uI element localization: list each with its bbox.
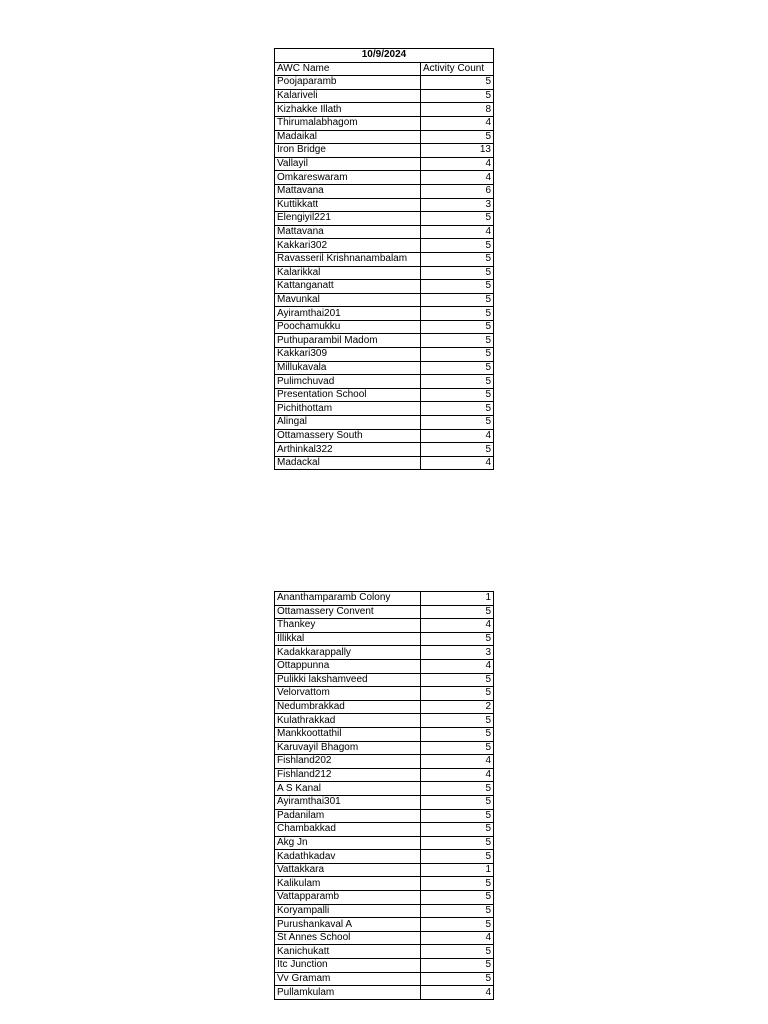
date-row — [275, 49, 494, 63]
awc-name-cell: Koryampalli — [275, 904, 421, 918]
activity-count-cell: 5 — [421, 320, 494, 334]
activity-count-cell: 1 — [421, 863, 494, 877]
table-row — [275, 632, 494, 646]
activity-count-cell: 4 — [421, 768, 494, 782]
activity-count-cell: 4 — [421, 157, 494, 171]
awc-name-cell: Madackal — [275, 456, 421, 470]
awc-name-cell: Kadathkadav — [275, 850, 421, 864]
awc-name-cell: Ayiramthai201 — [275, 307, 421, 321]
table-row — [275, 171, 494, 185]
awc-name-cell: Pullamkulam — [275, 986, 421, 1000]
activity-count-cell: 5 — [421, 130, 494, 144]
table-row — [275, 76, 494, 90]
awc-name-cell: Mankkoottathil — [275, 727, 421, 741]
awc-name-cell: Kanichukatt — [275, 945, 421, 959]
table-row — [275, 375, 494, 389]
table-row — [275, 388, 494, 402]
table-row — [275, 673, 494, 687]
table-row — [275, 103, 494, 117]
table-row — [275, 768, 494, 782]
activity-count-cell: 5 — [421, 972, 494, 986]
activity-count-cell: 5 — [421, 375, 494, 389]
table-row — [275, 225, 494, 239]
activity-count-cell: 5 — [421, 334, 494, 348]
table-row — [275, 877, 494, 891]
awc-name-cell: Kadakkarappally — [275, 646, 421, 660]
activity-table-top — [274, 48, 494, 470]
table-row — [275, 266, 494, 280]
awc-name-cell: Alingal — [275, 416, 421, 430]
awc-name-cell: Kalarikkal — [275, 266, 421, 280]
table-row — [275, 646, 494, 660]
awc-name-cell: Puthuparambil Madom — [275, 334, 421, 348]
awc-name-cell: Elengiyil221 — [275, 212, 421, 226]
table-row — [275, 456, 494, 470]
activity-count-cell: 5 — [421, 239, 494, 253]
awc-name-cell: Ananthamparamb Colony — [275, 592, 421, 606]
activity-count-cell: 4 — [421, 986, 494, 1000]
activity-count-cell: 5 — [421, 632, 494, 646]
awc-name-cell: Poojaparamb — [275, 76, 421, 90]
awc-name-cell: Iron Bridge — [275, 144, 421, 158]
awc-name-cell: Pulimchuvad — [275, 375, 421, 389]
bottom-table-body — [275, 592, 494, 1000]
awc-name-cell: Arthinkal322 — [275, 443, 421, 457]
table-row — [275, 700, 494, 714]
awc-name-cell: Pulikki lakshamveed — [275, 673, 421, 687]
activity-count-cell: 5 — [421, 918, 494, 932]
awc-name-cell: Kalikulam — [275, 877, 421, 891]
table-row — [275, 823, 494, 837]
awc-name-cell: Nedumbrakkad — [275, 700, 421, 714]
awc-name-cell: Ayiramthai301 — [275, 795, 421, 809]
activity-count-cell: 5 — [421, 388, 494, 402]
table-row — [275, 89, 494, 103]
activity-count-cell: 5 — [421, 416, 494, 430]
table-row — [275, 184, 494, 198]
awc-name-cell: Millukavala — [275, 361, 421, 375]
table-row — [275, 116, 494, 130]
date-header: 10/9/2024 — [275, 49, 494, 63]
table-row — [275, 252, 494, 266]
awc-name-cell: Madaikal — [275, 130, 421, 144]
table-row — [275, 850, 494, 864]
awc-name-cell: Fishland212 — [275, 768, 421, 782]
table-row — [275, 809, 494, 823]
activity-count-cell: 5 — [421, 687, 494, 701]
activity-count-cell: 5 — [421, 741, 494, 755]
table-row — [275, 348, 494, 362]
activity-count-cell: 3 — [421, 646, 494, 660]
awc-name-cell: Ottamassery South — [275, 429, 421, 443]
table-row — [275, 280, 494, 294]
awc-name-cell: Thankey — [275, 619, 421, 633]
activity-count-header: Activity Count — [421, 62, 494, 76]
awc-name-cell: Ottamassery Convent — [275, 605, 421, 619]
activity-count-cell: 5 — [421, 850, 494, 864]
activity-count-cell: 5 — [421, 795, 494, 809]
awc-name-cell: Vallayil — [275, 157, 421, 171]
activity-count-cell: 5 — [421, 727, 494, 741]
table-row — [275, 157, 494, 171]
table-row — [275, 782, 494, 796]
activity-count-cell: 5 — [421, 212, 494, 226]
awc-name-cell: Kakkari309 — [275, 348, 421, 362]
activity-count-cell: 4 — [421, 456, 494, 470]
activity-count-cell: 4 — [421, 171, 494, 185]
awc-name-header: AWC Name — [275, 62, 421, 76]
table-row — [275, 687, 494, 701]
activity-count-cell: 8 — [421, 103, 494, 117]
activity-count-cell: 5 — [421, 904, 494, 918]
awc-name-cell: Purushankaval A — [275, 918, 421, 932]
activity-count-cell: 5 — [421, 307, 494, 321]
activity-count-cell: 5 — [421, 836, 494, 850]
table-row — [275, 727, 494, 741]
awc-name-cell: Itc Junction — [275, 959, 421, 973]
table-row — [275, 443, 494, 457]
activity-count-cell: 5 — [421, 891, 494, 905]
activity-table-bottom — [274, 591, 494, 1000]
table-row — [275, 429, 494, 443]
column-header-row — [275, 62, 494, 76]
activity-count-cell: 4 — [421, 225, 494, 239]
awc-name-cell: Vv Gramam — [275, 972, 421, 986]
activity-count-cell: 5 — [421, 959, 494, 973]
table-row — [275, 918, 494, 932]
table-row — [275, 904, 494, 918]
awc-name-cell: A S Kanal — [275, 782, 421, 796]
table-row — [275, 863, 494, 877]
table-row — [275, 239, 494, 253]
table-row — [275, 795, 494, 809]
awc-name-cell: Akg Jn — [275, 836, 421, 850]
table-row — [275, 293, 494, 307]
activity-count-cell: 5 — [421, 877, 494, 891]
awc-name-cell: Vattakkara — [275, 863, 421, 877]
awc-name-cell: Presentation School — [275, 388, 421, 402]
activity-count-cell: 5 — [421, 605, 494, 619]
activity-count-cell: 5 — [421, 252, 494, 266]
awc-name-cell: Thirumalabhagom — [275, 116, 421, 130]
awc-name-cell: Mattavana — [275, 184, 421, 198]
awc-name-cell: Vattapparamb — [275, 891, 421, 905]
table-row — [275, 416, 494, 430]
table-row — [275, 144, 494, 158]
activity-count-cell: 5 — [421, 280, 494, 294]
activity-count-cell: 13 — [421, 144, 494, 158]
awc-name-cell: Ravasseril Krishnanambalam — [275, 252, 421, 266]
table-row — [275, 361, 494, 375]
awc-name-cell: Chambakkad — [275, 823, 421, 837]
table-row — [275, 755, 494, 769]
activity-count-cell: 4 — [421, 659, 494, 673]
activity-count-cell: 4 — [421, 931, 494, 945]
table-row — [275, 198, 494, 212]
awc-name-cell: Kakkari302 — [275, 239, 421, 253]
table-row — [275, 891, 494, 905]
activity-count-cell: 5 — [421, 402, 494, 416]
activity-count-cell: 2 — [421, 700, 494, 714]
awc-name-cell: Ottappunna — [275, 659, 421, 673]
awc-name-cell: Kizhakke Illath — [275, 103, 421, 117]
activity-count-cell: 5 — [421, 266, 494, 280]
table-row — [275, 592, 494, 606]
activity-count-cell: 5 — [421, 945, 494, 959]
table-row — [275, 320, 494, 334]
activity-count-cell: 6 — [421, 184, 494, 198]
activity-count-cell: 3 — [421, 198, 494, 212]
activity-count-cell: 5 — [421, 361, 494, 375]
activity-count-cell: 5 — [421, 293, 494, 307]
activity-count-cell: 4 — [421, 429, 494, 443]
awc-name-cell: Kattanganatt — [275, 280, 421, 294]
activity-count-cell: 5 — [421, 782, 494, 796]
activity-count-cell: 5 — [421, 443, 494, 457]
awc-name-cell: Padanilam — [275, 809, 421, 823]
activity-count-cell: 4 — [421, 755, 494, 769]
table-row — [275, 212, 494, 226]
activity-count-cell: 5 — [421, 348, 494, 362]
awc-name-cell: Fishland202 — [275, 755, 421, 769]
table-row — [275, 959, 494, 973]
table-row — [275, 605, 494, 619]
top-table-body — [275, 76, 494, 470]
activity-count-cell: 5 — [421, 714, 494, 728]
awc-name-cell: Pichithottam — [275, 402, 421, 416]
activity-count-cell: 4 — [421, 116, 494, 130]
table-row — [275, 130, 494, 144]
awc-name-cell: Kulathrakkad — [275, 714, 421, 728]
awc-name-cell: Velorvattom — [275, 687, 421, 701]
activity-count-cell: 5 — [421, 89, 494, 103]
table-row — [275, 931, 494, 945]
awc-name-cell: Karuvayil Bhagom — [275, 741, 421, 755]
table-row — [275, 307, 494, 321]
table-row — [275, 334, 494, 348]
activity-count-cell: 4 — [421, 619, 494, 633]
awc-name-cell: St Annes School — [275, 931, 421, 945]
awc-name-cell: Omkareswaram — [275, 171, 421, 185]
table-row — [275, 714, 494, 728]
activity-count-cell: 5 — [421, 673, 494, 687]
awc-name-cell: Illikkal — [275, 632, 421, 646]
activity-count-cell: 1 — [421, 592, 494, 606]
awc-name-cell: Mavunkal — [275, 293, 421, 307]
awc-name-cell: Kuttikkatt — [275, 198, 421, 212]
table-row — [275, 986, 494, 1000]
awc-name-cell: Kalariveli — [275, 89, 421, 103]
awc-name-cell: Poochamukku — [275, 320, 421, 334]
table-row — [275, 741, 494, 755]
activity-count-cell: 5 — [421, 809, 494, 823]
table-row — [275, 945, 494, 959]
activity-count-cell: 5 — [421, 823, 494, 837]
table-row — [275, 836, 494, 850]
table-row — [275, 402, 494, 416]
table-row — [275, 659, 494, 673]
awc-name-cell: Mattavana — [275, 225, 421, 239]
table-row — [275, 619, 494, 633]
activity-count-cell: 5 — [421, 76, 494, 90]
table-row — [275, 972, 494, 986]
